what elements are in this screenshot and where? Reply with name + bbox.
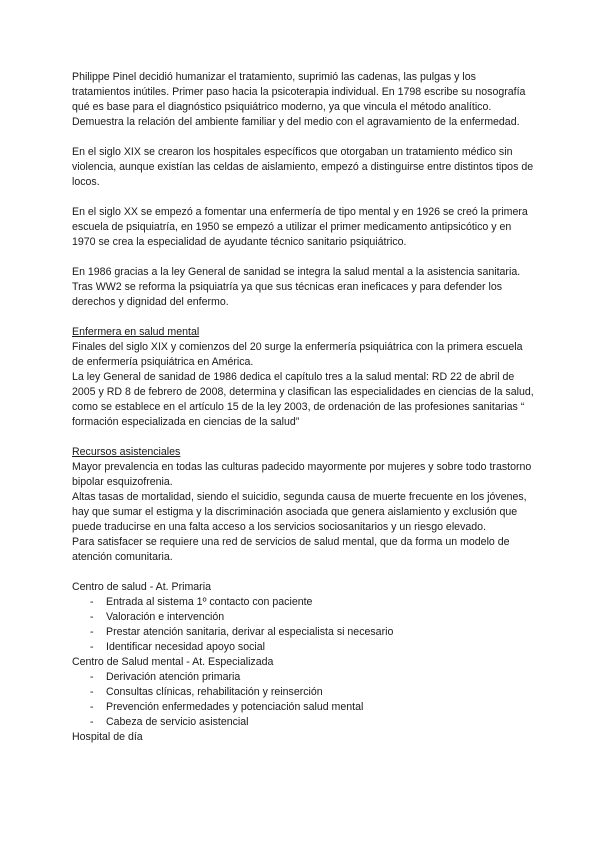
list-item-text: Derivación atención primaria xyxy=(106,671,241,683)
list-item xyxy=(72,670,534,685)
dash-bullet: - xyxy=(90,641,94,653)
spacer xyxy=(72,250,534,265)
paragraph-ambiente-familiar: Demuestra la relación del ambiente familiar y del medio con el agravamiento de la enfermedad. xyxy=(72,116,520,128)
paragraph-siglo-xix: En el siglo XIX se crearon los hospitales específicos que otorgaban un tratamiento médico sin violencia, aunque existían las celdas de aislamiento, empezó a distinguirse entre distintos tipos de locos. xyxy=(72,146,534,188)
list-item xyxy=(72,640,534,655)
paragraph-ley-1986: En 1986 gracias a la ley General de sanidad se integra la salud mental a la asistencia sanitaria. Tras WW2 se reforma la psiquiatría ya que sus técnicas eran ineficaces y para defender los derechos y dignidad del enfermo. xyxy=(72,266,521,308)
dash-bullet: - xyxy=(90,596,94,608)
paragraph-prevalencia: Mayor prevalencia en todas las culturas padecido mayormente por mujeres y sobre todo trastorno bipolar esquizofrenia. xyxy=(72,461,532,488)
list-title-centro-salud-mental: Centro de Salud mental - At. Especializada xyxy=(72,656,274,668)
list-item-text: Valoración e intervención xyxy=(106,611,225,623)
dash-bullet: - xyxy=(90,671,94,683)
paragraph-enfermeria-psiquiatrica: Finales del siglo XIX y comienzos del 20 surge la enfermería psiquiátrica con la primera escuela de enfermería psiquiátrica en América. xyxy=(72,341,523,368)
list-item xyxy=(72,685,534,700)
heading-recursos-asistenciales: Recursos asistenciales xyxy=(72,446,181,458)
list-item xyxy=(72,610,534,625)
list-item-text: Consultas clínicas, rehabilitación y reinserción xyxy=(106,686,323,698)
spacer xyxy=(72,310,534,325)
spacer xyxy=(72,190,534,205)
list-centro-salud xyxy=(72,595,534,655)
dash-bullet: - xyxy=(90,686,94,698)
spacer xyxy=(72,130,534,145)
spacer xyxy=(72,430,534,445)
document-body xyxy=(72,70,534,745)
dash-bullet: - xyxy=(90,716,94,728)
dash-bullet: - xyxy=(90,701,94,713)
list-item-text: Cabeza de servicio asistencial xyxy=(106,716,249,728)
list-item xyxy=(72,700,534,715)
paragraph-mortalidad: Altas tasas de mortalidad, siendo el suicidio, segunda causa de muerte frecuente en los jóvenes, hay que sumar el estigma y la discriminación asociada que genera aislamiento y exclusión que puede traducirse en una falta acceso a los servicios sociosanitarios y un riesgo elevado. xyxy=(72,491,527,533)
paragraph-pinel: Philippe Pinel decidió humanizar el tratamiento, suprimió las cadenas, las pulgas y los tratamientos inútiles. Primer paso hacia la psicoterapia individual. En 1798 escribe su nosografía qué es base para el diagnóstico psiquiátrico moderno, ya que vincula el método analítico. xyxy=(72,71,526,113)
list-title-hospital-dia: Hospital de día xyxy=(72,731,143,743)
paragraph-red-servicios: Para satisfacer se requiere una red de servicios de salud mental, que da forma un modelo de atención comunitaria. xyxy=(72,536,510,563)
list-item-text: Identificar necesidad apoyo social xyxy=(106,641,266,653)
paragraph-ley-general-sanidad: La ley General de sanidad de 1986 dedica el capítulo tres a la salud mental: RD 22 de abril de 2005 y RD 8 de febrero de 2008, determina y clasifican las especialidades en ciencias de la salud, como se establece en el artículo 15 de la ley 2003, de ordenación de las profesiones sanitarias “ formación especializada en ciencias de la salud” xyxy=(72,371,534,428)
paragraph-siglo-xx: En el siglo XX se empezó a fomentar una enfermería de tipo mental y en 1926 se creó la primera escuela de psiquiatría, en 1950 se empezó a utilizar el primer medicamento antipsicótico y en 1970 se crea la especialidad de ayudante técnico sanitario psiquiátrico. xyxy=(72,206,528,248)
list-item-text: Entrada al sistema 1º contacto con paciente xyxy=(106,596,313,608)
list-item xyxy=(72,625,534,640)
list-item-text: Prestar atención sanitaria, derivar al especialista si necesario xyxy=(106,626,394,638)
list-item xyxy=(72,595,534,610)
dash-bullet: - xyxy=(90,626,94,638)
list-item xyxy=(72,715,534,730)
list-title-centro-salud: Centro de salud - At. Primaria xyxy=(72,581,211,593)
spacer xyxy=(72,565,534,580)
heading-enfermera-salud-mental: Enfermera en salud mental xyxy=(72,326,200,338)
list-item-text: Prevención enfermedades y potenciación salud mental xyxy=(106,701,364,713)
dash-bullet: - xyxy=(90,611,94,623)
list-centro-salud-mental xyxy=(72,670,534,730)
